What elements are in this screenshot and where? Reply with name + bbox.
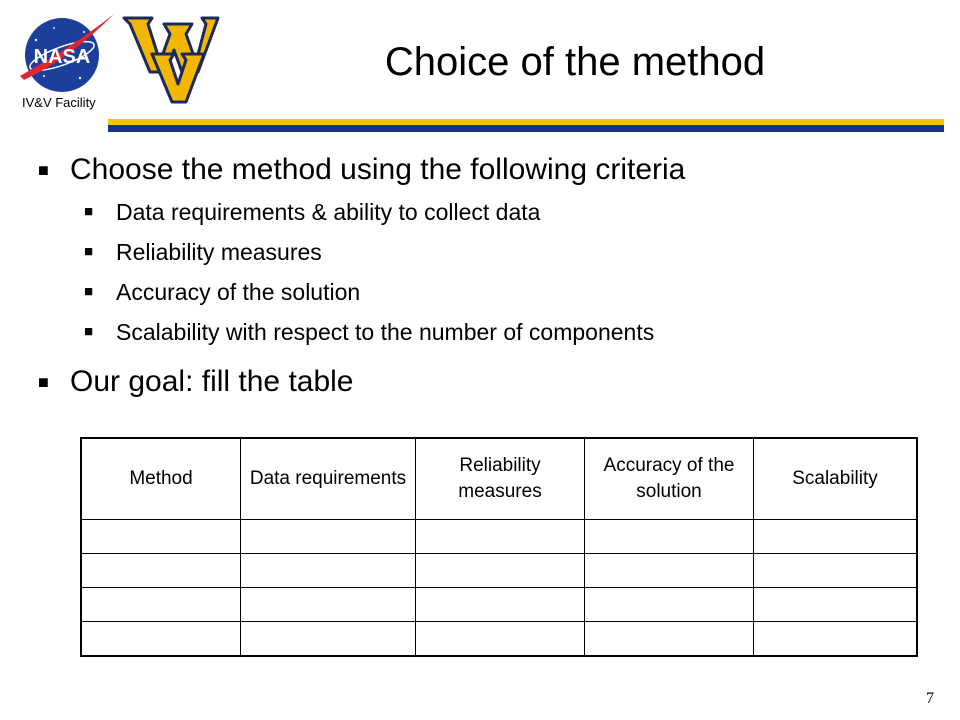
wv-logo [118,10,222,106]
sub-bullet-item [84,272,938,312]
column-header-data-requirements: Data requirements [241,438,416,520]
sub-bullet-item [84,312,938,352]
table-cell [754,588,918,622]
square-bullet-icon: ■ [84,203,94,220]
sub-bullet-text: Data requirements & ability to collect data [116,199,541,225]
table-row [81,520,917,554]
column-header-accuracy: Accuracy of the solution [585,438,754,520]
table-cell [81,520,241,554]
table-cell [241,554,416,588]
table-cell [81,588,241,622]
table-row [81,622,917,657]
sub-bullet-item [84,192,938,232]
facility-label: IV&V Facility [22,95,96,110]
table-cell [241,520,416,554]
square-bullet-icon: ■ [84,323,94,340]
sub-bullet-item [84,232,938,272]
bullet-item [38,150,938,190]
table-cell [416,554,585,588]
column-header-scalability: Scalability [754,438,918,520]
sub-bullet-text: Reliability measures [116,239,322,265]
column-header-method: Method [81,438,241,520]
table-cell [241,588,416,622]
table-row [81,554,917,588]
header-band-blue [108,125,944,132]
sub-bullet-list [38,192,938,352]
table-cell [585,588,754,622]
table-cell [416,520,585,554]
sub-bullet-text: Accuracy of the solution [116,279,361,305]
criteria-table [80,437,918,657]
table-cell [585,520,754,554]
table-cell [585,622,754,657]
table-cell [754,520,918,554]
table-cell [81,622,241,657]
bullet-item [38,362,938,402]
slide-title: Choice of the method [384,40,766,84]
wv-logo-text: WV [118,10,120,11]
table-cell [241,622,416,657]
bullet-text: Our goal: fill the table [70,365,354,398]
table-cell [416,588,585,622]
table-cell [585,554,754,588]
table-cell [416,622,585,657]
square-bullet-icon: ■ [84,243,94,260]
table-cell [754,622,918,657]
square-bullet-icon: ■ [38,372,49,392]
square-bullet-icon: ■ [38,160,49,180]
table-cell [754,554,918,588]
square-bullet-icon: ■ [84,283,94,300]
nasa-logo [14,10,118,96]
table-row [81,588,917,622]
table-cell [81,554,241,588]
sub-bullet-text: Scalability with respect to the number of components [116,319,655,345]
page-number: 7 [926,690,934,707]
column-header-reliability: Reliability measures [416,438,585,520]
table-header-row [81,438,917,520]
bullet-list [38,150,938,402]
bullet-text: Choose the method using the following criteria [70,153,686,186]
nasa-logo-text: NASA [33,46,91,68]
